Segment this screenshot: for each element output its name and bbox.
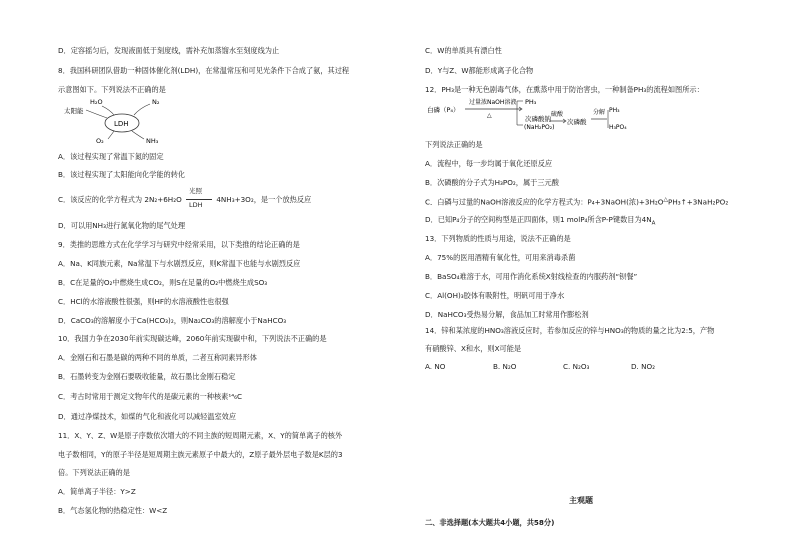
- hypophosphorous-acid: 次磷酸: [567, 118, 587, 126]
- carbon-14-isotope: ¹⁴₆C: [228, 392, 243, 401]
- reaction-arrow: [184, 187, 214, 209]
- q11-stem-end: 倍。下列说法正确的是: [58, 468, 130, 477]
- q8-option-c: [58, 187, 312, 209]
- heat-condition: △: [487, 112, 492, 119]
- arrow-condition-over: 光照: [189, 187, 203, 195]
- q9-option-d: D．CaCO₃的溶解度小于Ca(HCO₃)₂，则Na₂CO₃的溶解度小于NaHCO₃: [58, 316, 287, 325]
- q13-option-c: C．Al(OH)₃胶体有吸附性，明矾可用于净水: [425, 291, 565, 300]
- q8-stem: 8．我国科研团队借助一种固体催化剂(LDH)，在常温常压和可见光条件下合成了氨，其过程: [58, 66, 350, 75]
- q13-stem: 13．下列物质的性质与用途，说法不正确的是: [425, 234, 571, 243]
- q7-option-d: D．定容摇匀后，发现液面低于刻度线，需补充加蒸馏水至刻度线为止: [58, 46, 280, 55]
- q10-c-text: C．考古时常用于测定文物年代的是碳元素的一种核素: [58, 392, 229, 401]
- arrow-condition-under: LDH: [189, 201, 203, 209]
- q12-c-heat: △: [663, 196, 669, 203]
- q12-option-c: [425, 197, 728, 206]
- ph3-product-b: PH₃: [609, 107, 620, 114]
- q14-option-c: C. N₂O₃: [563, 362, 590, 371]
- q9-option-c: C．HCl的水溶液酸性很强，则HF的水溶液酸性也很强: [58, 297, 229, 306]
- ldh-diagram: [64, 96, 184, 148]
- q8-option-d: D．可以用NH₃进行氮氧化物的尾气处理: [58, 221, 186, 230]
- naoh-condition: 过量浓NaOH溶液: [469, 99, 517, 106]
- q12-prompt: 下列说法正确的是: [425, 140, 483, 149]
- q12-c-lead: C．白磷与过量的NaOH溶液反应的化学方程式为：P₄+3NaOH(浓)+3H₂O: [425, 197, 664, 207]
- q13-option-a: A．75%的医用酒精有氧化性，可用来消毒杀菌: [425, 253, 576, 262]
- ph3-flow-diagram: [427, 96, 627, 132]
- q10-option-b: B．石墨转变为金刚石要吸收能量，故石墨比金刚石稳定: [58, 372, 236, 381]
- decompose-condition: 分解: [593, 109, 606, 116]
- q8-c-tail: 4NH₃+3O₂，是一个放热反应: [216, 195, 312, 204]
- q12-stem: 12．PH₃是一种无色剧毒气体，在熏蒸中用于防治害虫，一种制备PH₃的流程如图所示：: [425, 85, 704, 94]
- q11-option-a: A．简单离子半径：Y>Z: [58, 487, 136, 496]
- sulfuric-acid-condition: 硫酸: [551, 111, 564, 118]
- arrow-line: [186, 199, 212, 200]
- q11-option-d: D．Y与Z、W都能形成离子化合物: [425, 66, 534, 75]
- q11-option-b: B．气态氢化物的热稳定性：W<Z: [58, 506, 168, 515]
- h3po4-product: H₃PO₄: [609, 124, 627, 131]
- q8-option-a: A．该过程实现了常温下氮的固定: [58, 152, 164, 161]
- q14-stem-cont: 有硝酸锌、X和水，则X可能是: [425, 344, 522, 353]
- q12-option-a: A．流程中，每一步均属于氧化还原反应: [425, 159, 553, 168]
- q11-stem: 11．X、Y、Z、W是原子序数依次增大的不同主族的短周期元素，X、Y的简单离子的核外: [58, 431, 343, 440]
- white-phosphorus-label: 白磷（P₄）: [427, 106, 460, 114]
- q11-stem-cont: 电子数相同，Y的原子半径是短周期主族元素原子中最大的，Z原子最外层电子数是K层的3: [58, 450, 343, 459]
- n2-label: N₂: [152, 98, 160, 106]
- q12-option-b: B．次磷酸的分子式为H₃PO₂，属于三元酸: [425, 178, 559, 187]
- q10-option-a: A．金刚石和石墨是碳的两种不同的单质，二者互称同素异形体: [58, 353, 257, 362]
- avogadro-subscript: A: [651, 220, 656, 227]
- h2o-label: H₂O: [90, 98, 103, 106]
- section-heading: 二、非选择题(本大题共4小题，共58分): [425, 518, 555, 527]
- q9-option-a: A．Na、K同族元素，Na常温下与水剧烈反应，则K常温下也能与水剧烈反应: [58, 259, 301, 268]
- q10-stem: 10．我国力争在2030年前实现碳达峰，2060年前实现碳中和，下列说法不正确的是: [58, 334, 327, 343]
- ph3-product-a: PH₃: [525, 98, 537, 106]
- q8-stem-cont: 示意图如下。下列说法不正确的是: [58, 85, 166, 94]
- q9-option-b: B．C在足量的O₂中燃烧生成CO₂，则S在足量的O₂中燃烧生成SO₃: [58, 278, 268, 287]
- q8-c-lead: C．该反应的化学方程式为 2N₂+6H₂O: [58, 195, 182, 204]
- q12-c-tail: PH₃↑+3NaH₂PO₂: [668, 197, 729, 207]
- q8-option-b: B．该过程实现了太阳能向化学能的转化: [58, 170, 186, 179]
- nh3-label: NH₃: [146, 137, 159, 145]
- q14-option-d: D. NO₂: [631, 362, 656, 371]
- o2-label: O₂: [96, 137, 104, 145]
- ldh-label: LDH: [114, 120, 129, 128]
- q10-option-c: [58, 393, 242, 400]
- q14-option-a: A. NO: [425, 362, 446, 371]
- q13-option-d: D．NaHCO₃受热易分解，食品加工时常用作膨松剂: [425, 310, 589, 319]
- section-title: 主观题: [569, 496, 593, 505]
- q9-stem: 9．类推的思维方式在化学学习与研究中经常采用，以下类推的结论正确的是: [58, 240, 300, 249]
- q14-stem: 14．锌和某浓度的HNO₃溶液反应时，若参加反应的锌与HNO₃的物质的量之比为2:5，产物: [425, 326, 715, 335]
- sun-energy-label: 太阳能: [64, 107, 84, 115]
- q12-option-d: [425, 216, 655, 227]
- q10-option-d: D．通过净煤技术，如煤的气化和液化可以减轻温室效应: [58, 412, 237, 421]
- q11-option-c: C．W的单质具有漂白性: [425, 46, 502, 55]
- q13-option-b: B．BaSO₄难溶于水，可用作消化系统X射线检查的内服药剂“钡餐”: [425, 272, 638, 281]
- q14-option-b: B. N₂O: [493, 362, 517, 371]
- q12-d-text: D．已知P₄分子的空间构型是正四面体，则1 molP₄所含P-P键数目为4N: [425, 215, 652, 224]
- sodium-hypophosphite-formula: (NaH₂PO₂): [524, 124, 555, 131]
- sodium-hypophosphite: 次磷酸钠: [525, 115, 551, 123]
